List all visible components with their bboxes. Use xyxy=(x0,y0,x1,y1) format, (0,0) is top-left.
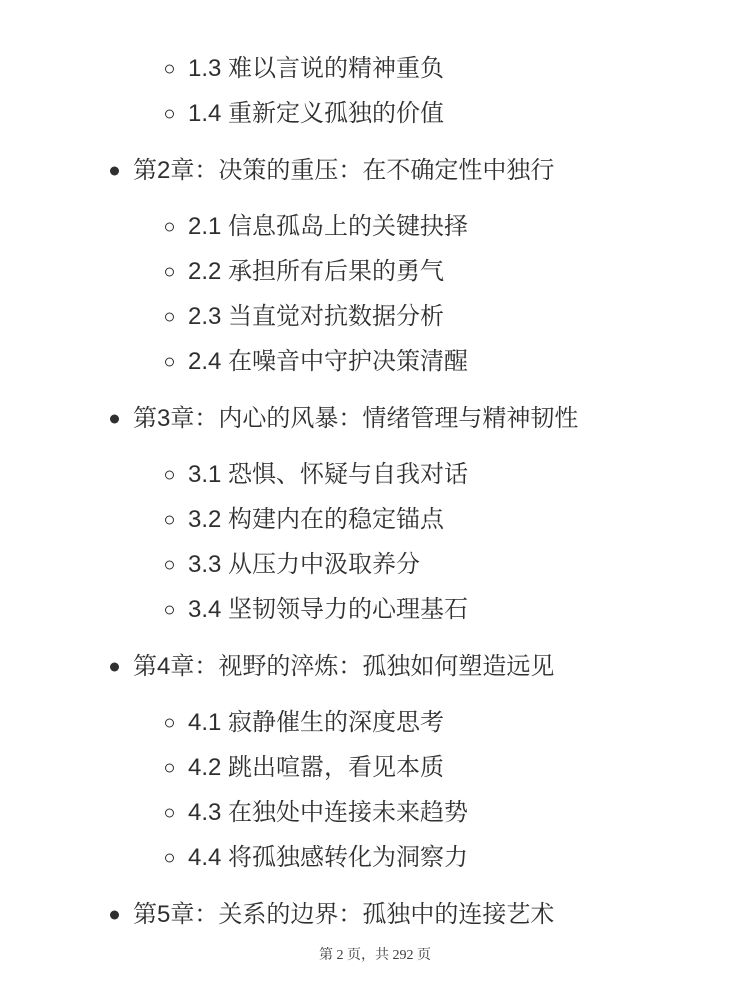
toc-subitem-label: 3.1 恐惧、怀疑与自我对话 xyxy=(188,461,469,488)
bullet-disc-icon xyxy=(110,167,119,176)
toc-chapter-item xyxy=(0,404,750,434)
toc-subitem-label: 1.3 难以言说的精神重负 xyxy=(188,55,445,82)
toc-subitem xyxy=(0,99,750,129)
bullet-circle-icon xyxy=(165,358,174,367)
toc-subitem-label: 4.3 在独处中连接未来趋势 xyxy=(188,799,469,826)
toc-subitem-label: 2.1 信息孤岛上的关键抉择 xyxy=(188,213,469,240)
bullet-disc-icon xyxy=(110,663,119,672)
bullet-disc-icon xyxy=(110,911,119,920)
toc-subitem xyxy=(0,460,750,490)
toc-subitem-label: 3.2 构建内在的稳定锚点 xyxy=(188,506,445,533)
toc-subitem-label: 3.4 坚韧领导力的心理基石 xyxy=(188,596,469,623)
toc-chapter-label: 第3章：内心的风暴：情绪管理与精神韧性 xyxy=(133,405,579,432)
bullet-circle-icon xyxy=(165,561,174,570)
bullet-circle-icon xyxy=(165,268,174,277)
page-footer xyxy=(0,948,750,964)
toc-subitem-label: 2.2 承担所有后果的勇气 xyxy=(188,258,445,285)
bullet-circle-icon xyxy=(165,223,174,232)
toc-chapter-label: 第5章：关系的边界：孤独中的连接艺术 xyxy=(133,901,555,928)
bullet-circle-icon xyxy=(165,313,174,322)
bullet-circle-icon xyxy=(165,471,174,480)
toc-subitem xyxy=(0,347,750,377)
bullet-circle-icon xyxy=(165,719,174,728)
toc-subitem-label: 4.4 将孤独感转化为洞察力 xyxy=(188,844,469,871)
toc-subitem xyxy=(0,212,750,242)
toc-subitem-label: 2.3 当直觉对抗数据分析 xyxy=(188,303,445,330)
toc-subitem xyxy=(0,257,750,287)
toc-subitem-label: 3.3 从压力中汲取养分 xyxy=(188,551,421,578)
bullet-circle-icon xyxy=(165,65,174,74)
toc-chapter-item xyxy=(0,652,750,682)
toc-subitem xyxy=(0,505,750,535)
toc-subitem-label: 2.4 在噪音中守护决策清醒 xyxy=(188,348,469,375)
toc-chapter-item xyxy=(0,900,750,930)
bullet-circle-icon xyxy=(165,809,174,818)
toc-subitem-label: 4.2 跳出喧嚣，看见本质 xyxy=(188,754,445,781)
page-indicator: 第 2 页，共 292 页 xyxy=(319,948,431,963)
bullet-circle-icon xyxy=(165,854,174,863)
toc-subitem-label: 4.1 寂静催生的深度思考 xyxy=(188,709,445,736)
bullet-circle-icon xyxy=(165,516,174,525)
toc-subitem xyxy=(0,708,750,738)
toc-subitem xyxy=(0,595,750,625)
toc-subitem xyxy=(0,798,750,828)
toc-subitem xyxy=(0,753,750,783)
bullet-circle-icon xyxy=(165,110,174,119)
toc-subitem xyxy=(0,550,750,580)
toc-subitem xyxy=(0,302,750,332)
bullet-circle-icon xyxy=(165,606,174,615)
bullet-disc-icon xyxy=(110,415,119,424)
toc-chapter-item xyxy=(0,156,750,186)
toc-subitem xyxy=(0,54,750,84)
toc-subitem xyxy=(0,843,750,873)
bullet-circle-icon xyxy=(165,764,174,773)
toc-chapter-label: 第4章：视野的淬炼：孤独如何塑造远见 xyxy=(133,653,555,680)
toc-subitem-label: 1.4 重新定义孤独的价值 xyxy=(188,100,445,127)
toc-chapter-label: 第2章：决策的重压：在不确定性中独行 xyxy=(133,157,555,184)
